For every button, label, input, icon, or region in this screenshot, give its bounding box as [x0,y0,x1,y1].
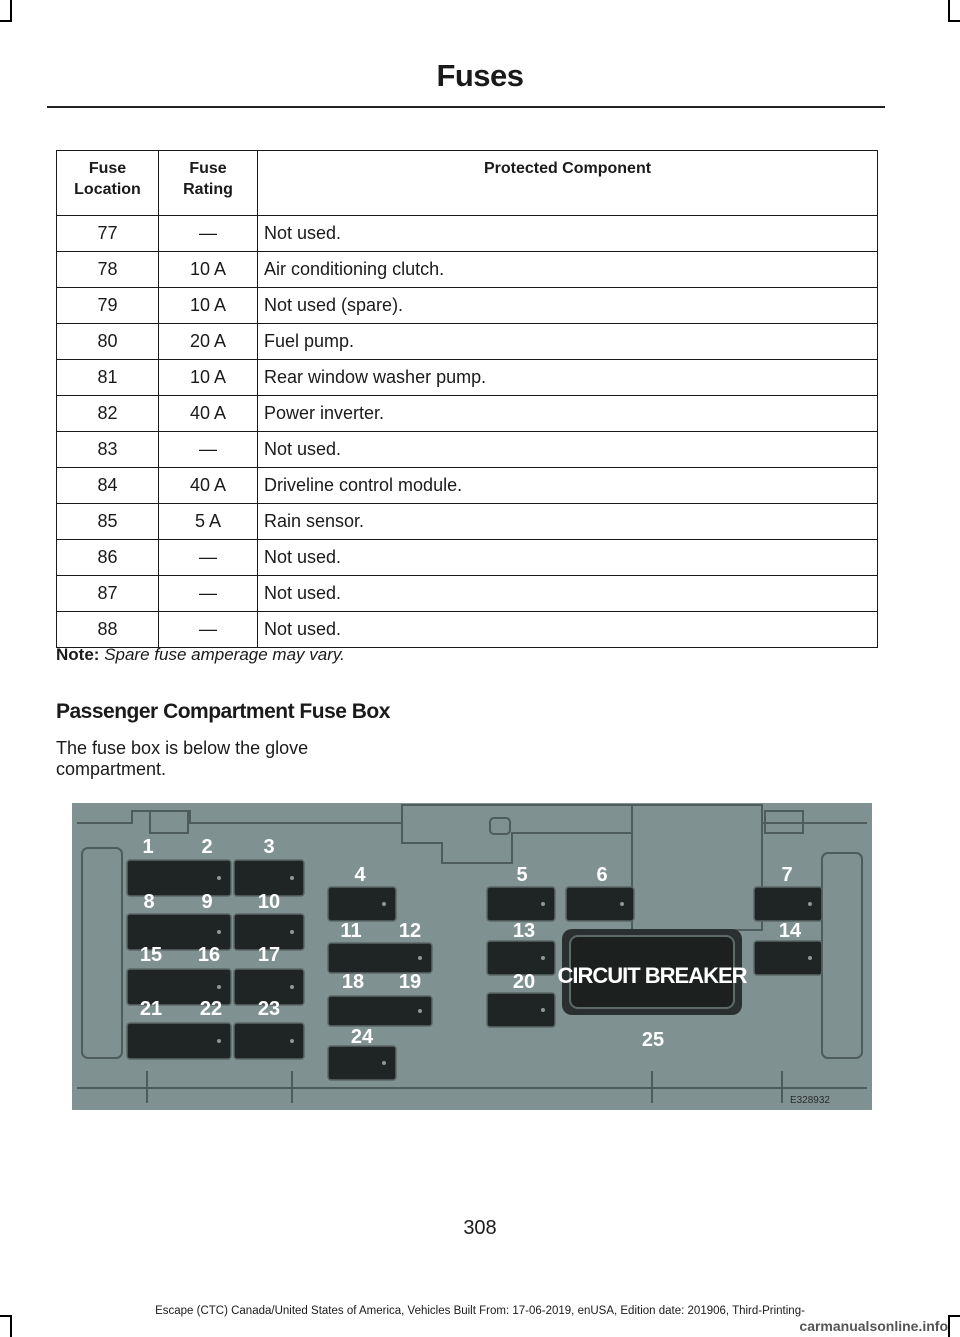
table-row [57,252,878,288]
fuse-number-label: 19 [398,971,422,993]
column-header-fuse-rating [159,151,258,216]
cell-fuse-rating: 40 A [159,396,258,432]
note [56,645,345,665]
fuse-slot-marker [418,1009,422,1013]
fuse-number-label: 24 [350,1026,374,1048]
cell-protected-component: Rear window washer pump. [258,360,878,396]
section-heading: Passenger Compartment Fuse Box [56,700,390,723]
fuse-number-label: 15 [139,944,163,966]
fuse-number-label: 22 [199,998,223,1020]
cell-protected-component: Driveline control module. [258,468,878,504]
fuse-number-label: 2 [201,836,213,858]
section-body: The fuse box is below the glove compartment. [56,738,309,779]
column-header-fuse-location [57,151,159,216]
cell-protected-component: Rain sensor. [258,504,878,540]
cell-protected-component: Not used. [258,216,878,252]
table-row [57,612,878,648]
table-row [57,576,878,612]
table-row [57,288,878,324]
table-row [57,396,878,432]
fuse-number-label: 11 [340,920,362,942]
cell-fuse-location: 79 [57,288,159,324]
table-row [57,432,878,468]
fuse-box-diagram [72,803,872,1110]
crop-mark [948,1315,950,1337]
crop-mark [0,20,12,22]
page-title: Fuses [436,58,524,93]
cell-fuse-location: 80 [57,324,159,360]
fuse-slot [127,1023,231,1059]
fuse-number-label: 5 [516,864,528,886]
cell-fuse-location: 84 [57,468,159,504]
fuse-number-label: 7 [781,864,793,886]
fuse-slot [328,996,432,1026]
cell-fuse-rating: — [159,576,258,612]
cell-fuse-rating: 20 A [159,324,258,360]
cell-fuse-rating: — [159,216,258,252]
fuse-number-label: 8 [143,891,155,913]
fuse-slot-marker [418,956,422,960]
cell-fuse-rating: 40 A [159,468,258,504]
fuse-slot-marker [382,1061,386,1065]
cell-fuse-rating: 10 A [159,252,258,288]
fuse-number-label: 4 [354,864,366,886]
column-header-line: Location [74,181,141,198]
crop-mark [10,0,12,22]
fuse-number-label: 17 [257,944,281,966]
fuse-slot-marker [808,902,812,906]
fuse-number-label: 3 [263,836,275,858]
cell-protected-component: Fuel pump. [258,324,878,360]
header-divider [47,106,885,108]
fuse-slot-marker [217,876,221,880]
figure-code: E328932 [789,1095,830,1106]
fuse-box-illustration [72,803,872,1110]
fuse-slot-marker [217,930,221,934]
cell-fuse-rating: — [159,432,258,468]
cell-fuse-location: 81 [57,360,159,396]
cell-fuse-location: 77 [57,216,159,252]
table-row [57,468,878,504]
fuse-number-label: 9 [201,891,213,913]
cell-protected-component: Not used. [258,612,878,648]
cell-fuse-location: 78 [57,252,159,288]
table-row [57,216,878,252]
column-header-protected-component [258,151,878,216]
fuse-number-label: 16 [197,944,221,966]
cell-fuse-location: 85 [57,504,159,540]
fuse-slot-marker [382,902,386,906]
fuse-number-label: 10 [257,891,281,913]
crop-mark [948,0,950,22]
fuse-number-label: 23 [257,998,281,1020]
watermark: carmanualsonline.info [799,1318,948,1334]
table-row [57,540,878,576]
crop-mark [948,20,960,22]
column-header-line: Protected Component [483,160,652,177]
cell-protected-component: Power inverter. [258,396,878,432]
page-number: 308 [463,1217,497,1239]
table-header-row [57,151,878,216]
cell-fuse-location: 82 [57,396,159,432]
cell-protected-component: Not used. [258,576,878,612]
cell-fuse-rating: — [159,612,258,648]
note-label: Note: [56,645,100,664]
cell-protected-component: Not used. [258,540,878,576]
fuse-number-label: 21 [139,998,163,1020]
cell-fuse-rating: 10 A [159,288,258,324]
fuse-slot-marker [808,956,812,960]
circuit-breaker-label: CIRCUIT BREAKER [557,963,747,988]
note-text: Spare fuse amperage may vary. [104,645,345,664]
fuse-slot-marker [290,876,294,880]
fuse-number-label: 1 [142,836,154,858]
footer-text: Escape (CTC) Canada/United States of America, Vehicles Built From: 17-06-2019, enUSA, Edition date: 201906, Third-Printing- [155,1305,805,1317]
fuse-slot-marker [217,1039,221,1043]
fuse-slot-marker [290,1039,294,1043]
column-header-line: Fuse [88,160,127,177]
cell-protected-component: Air conditioning clutch. [258,252,878,288]
fuse-table [56,150,878,648]
cell-fuse-location: 88 [57,612,159,648]
cell-fuse-location: 83 [57,432,159,468]
fuse-slot-marker [541,902,545,906]
fuse-slot-marker [290,930,294,934]
fuse-slot-marker [620,902,624,906]
cell-fuse-location: 87 [57,576,159,612]
fuse-slot-marker [541,1008,545,1012]
cell-fuse-rating: — [159,540,258,576]
column-header-line: Fuse [189,160,227,177]
fuse-number-label: 20 [512,971,536,993]
fuse-slot-marker [217,985,221,989]
table-row [57,324,878,360]
fuse-number-label: 13 [512,920,536,942]
cell-fuse-location: 86 [57,540,159,576]
cell-fuse-rating: 5 A [159,504,258,540]
crop-mark [10,1315,12,1337]
fuse-number-label: 25 [641,1029,665,1051]
table-row [57,360,878,396]
fuse-slot-marker [290,985,294,989]
fuse-number-label: 18 [341,971,365,993]
fuse-slot-marker [541,956,545,960]
column-header-line: Rating [183,181,233,198]
cell-protected-component: Not used. [258,432,878,468]
fuse-number-label: 14 [778,920,802,942]
fuse-number-label: 12 [398,920,422,942]
table-row [57,504,878,540]
cell-fuse-rating: 10 A [159,360,258,396]
cell-protected-component: Not used (spare). [258,288,878,324]
fuse-number-label: 6 [596,864,608,886]
fuse-slot [328,943,432,973]
